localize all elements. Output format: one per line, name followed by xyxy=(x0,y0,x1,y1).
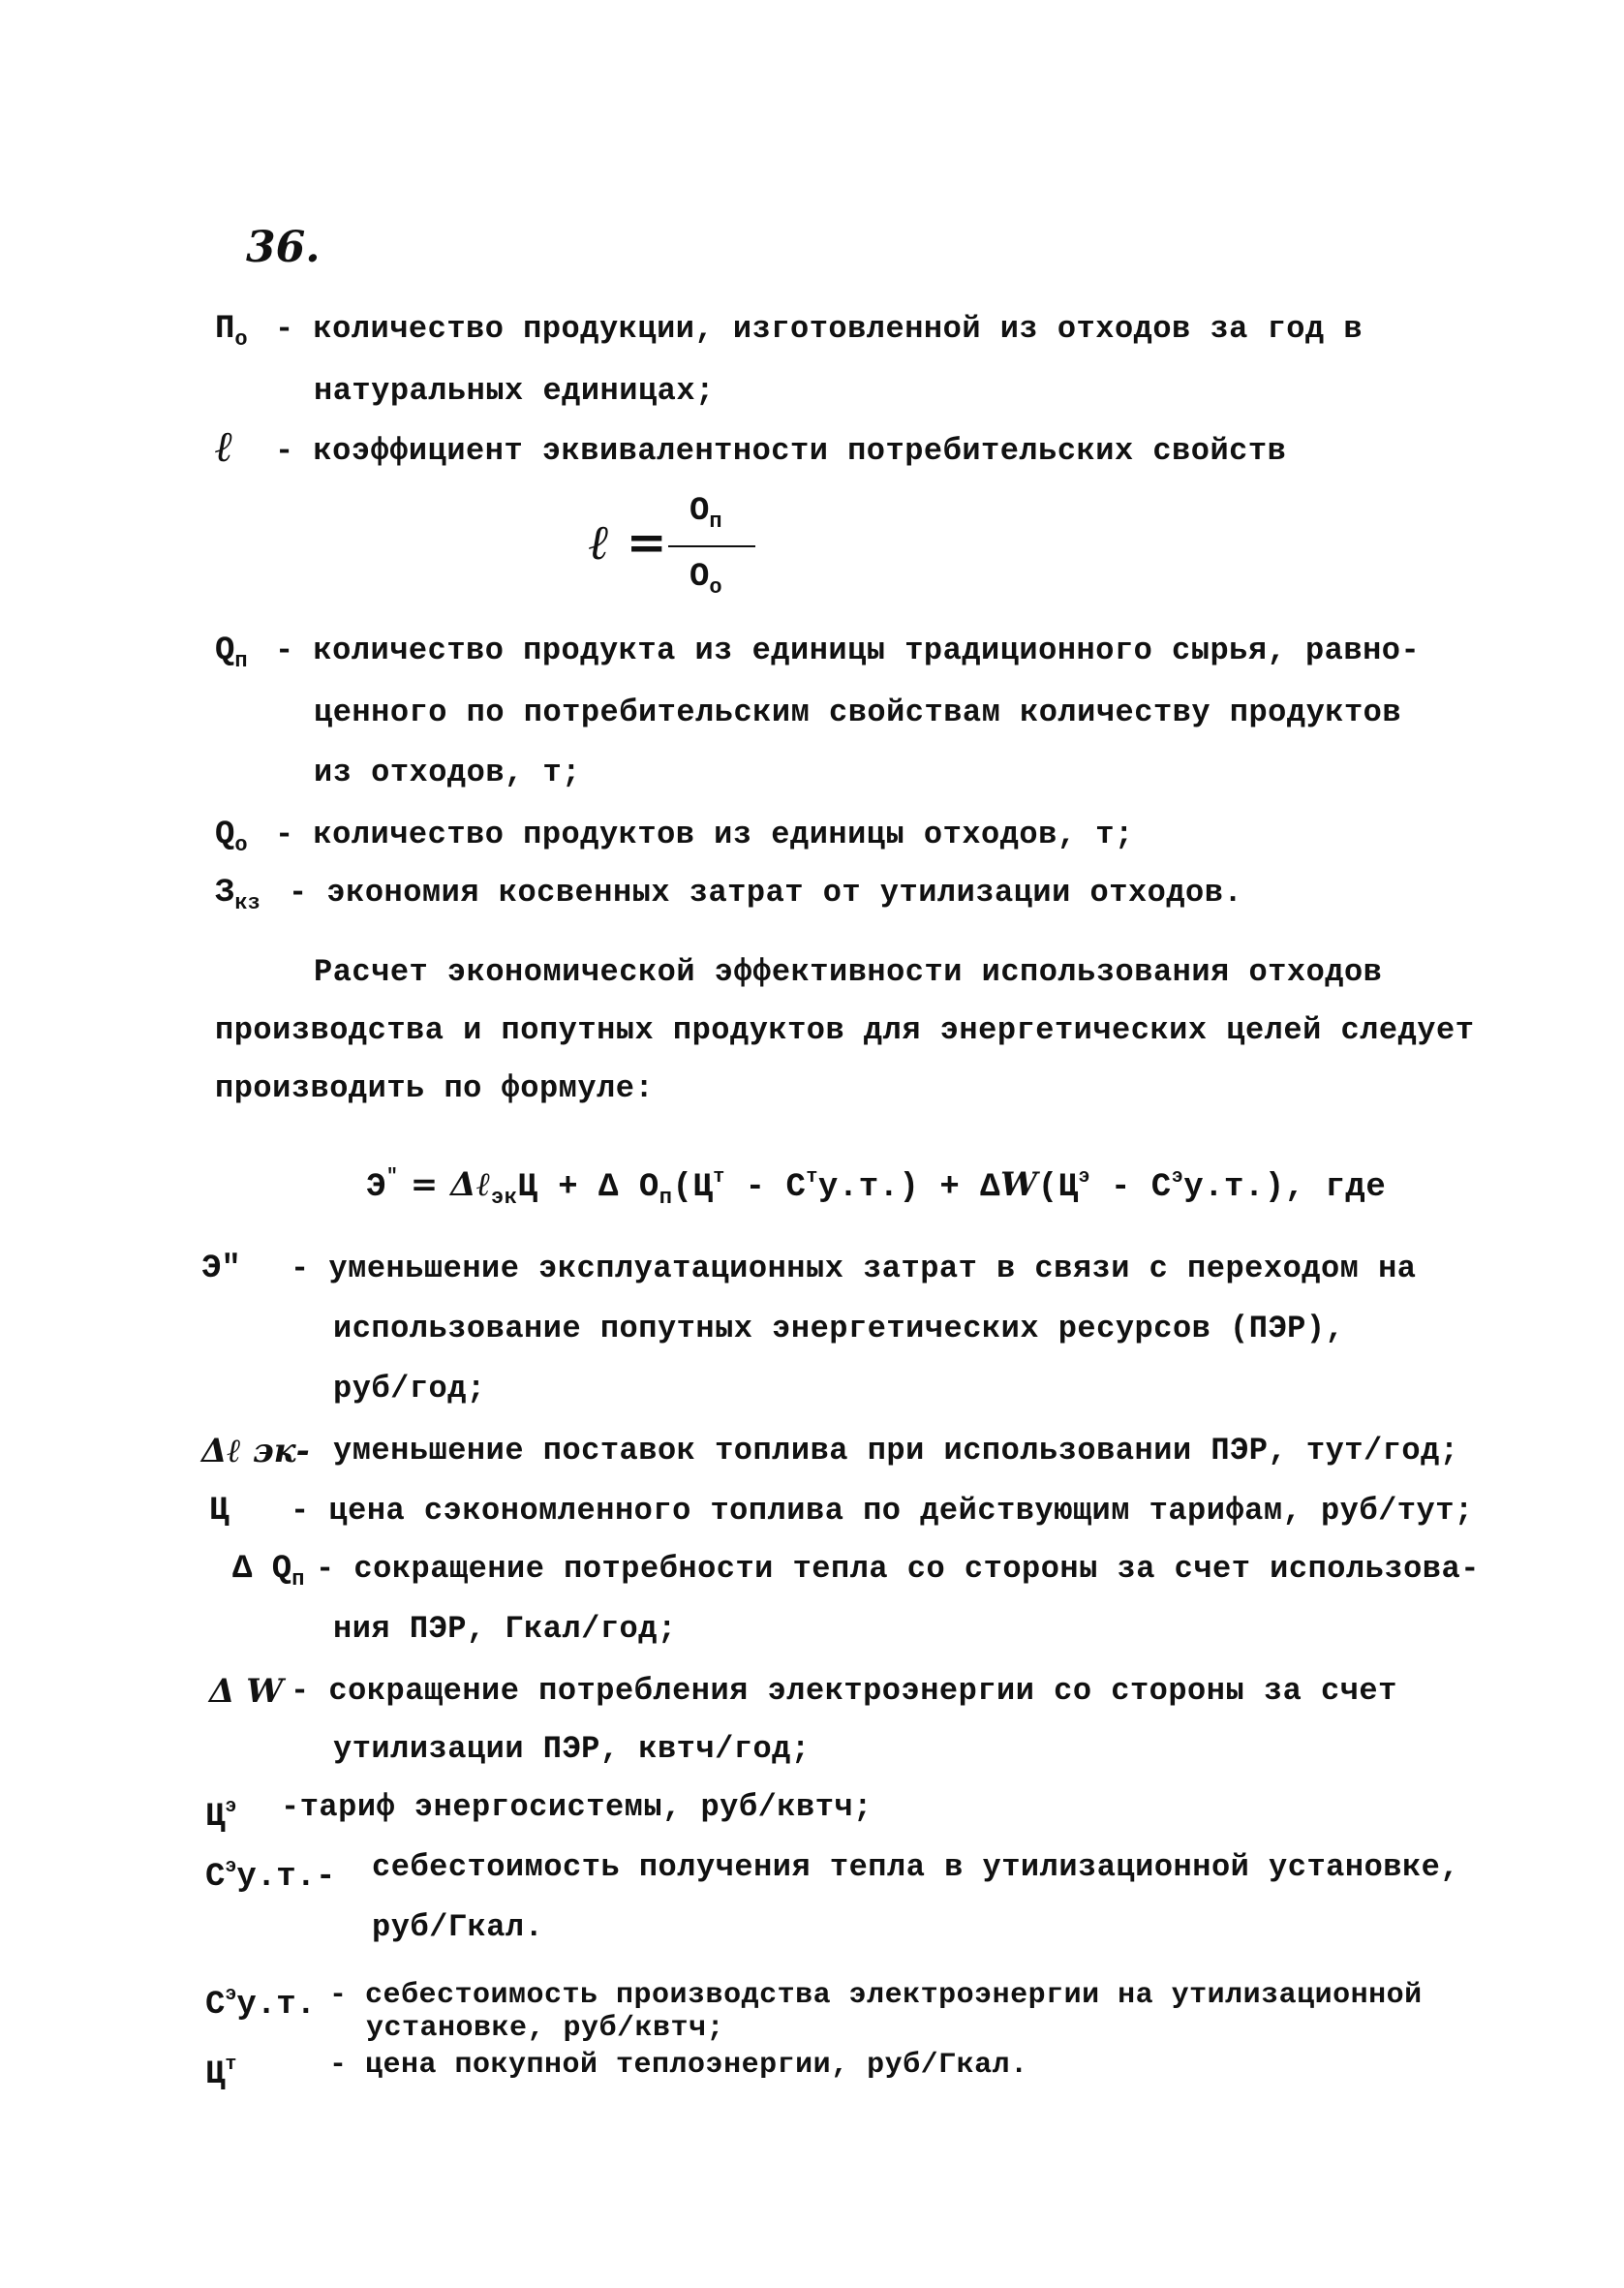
def-dW-cont: утилизации ПЭР, квтч/год; xyxy=(333,1731,811,1767)
def-dQ-p-cont: ния ПЭР, Гкал/год; xyxy=(333,1611,677,1647)
def-E-cont2: руб/год; xyxy=(333,1371,486,1407)
symbol-dl-ek: Δℓ эк- xyxy=(201,1432,310,1470)
def-E-cont: использование попутных энергетических ресурсов (ПЭР), xyxy=(333,1311,1345,1346)
symbol-dW: Δ W xyxy=(209,1672,284,1711)
def-dW: - сокращение потребления электроэнергии со стороны за счет xyxy=(291,1673,1397,1709)
def-cost-heat-cont: руб/Гкал. xyxy=(372,1909,544,1945)
paragraph-line-2: производства и попутных продуктов для энергетических целей следует xyxy=(215,1012,1475,1048)
def-cost-electricity: - себестоимость производства электроэнергии на утилизационной xyxy=(329,1979,1423,2012)
symbol-P-o: $П_о$ xyxy=(215,311,248,352)
def-Q-p-cont2: из отходов, т; xyxy=(314,755,581,790)
symbol-C-price: Ц xyxy=(209,1493,230,1530)
def-dl-ek: уменьшение поставок топлива при использовании ПЭР, тут/год; xyxy=(333,1433,1459,1469)
def-cost-electricity-cont: установке, руб/квтч; xyxy=(366,2012,725,2045)
def-P-o-cont: натуральных единицах; xyxy=(314,373,715,409)
def-l: - коэффициент эквивалентности потребительских свойств xyxy=(275,433,1287,469)
symbol-Q-p: $Q_п$ xyxy=(215,633,248,673)
formula-l-denominator: $O_о$ xyxy=(689,559,722,600)
formula-l-numerator: $O_п$ xyxy=(689,493,722,534)
symbol-Q-o: $Q_о$ xyxy=(215,817,248,857)
symbol-cost-heat: $C^эу.т.-$ xyxy=(205,1856,336,1896)
def-Z-kz: - экономия косвенных затрат от утилизации отходов. xyxy=(289,875,1243,911)
def-P-o: - количество продукции, изготовленной из отходов за год в xyxy=(275,311,1364,347)
def-C-price: - цена сэкономленного топлива по действующим тарифам, руб/тут; xyxy=(291,1493,1474,1529)
def-Q-p: - количество продукта из единицы традиционного сырья, равно- xyxy=(275,633,1421,668)
symbol-cost-electricity: $C^эу.т$. xyxy=(205,1984,317,2024)
def-C-e: -тариф энергосистемы, руб/квтч; xyxy=(281,1789,873,1825)
symbol-l: ℓ xyxy=(215,422,233,472)
paragraph-line-1: Расчет экономической эффективности использования отходов xyxy=(314,954,1383,990)
formula-l-lhs: ℓ = xyxy=(589,513,667,571)
symbol-C-t: $Ц^т$ xyxy=(205,2054,237,2093)
page-number: 36. xyxy=(246,223,321,272)
def-Q-o: - количество продуктов из единицы отходов, т; xyxy=(275,817,1134,852)
def-cost-heat: себестоимость получения тепла в утилизационной установке, xyxy=(372,1849,1460,1885)
symbol-Z-kz: $З_{кз}$ xyxy=(215,875,260,915)
def-E: - уменьшение эксплуатационных затрат в связи с переходом на xyxy=(291,1251,1417,1286)
fraction-line xyxy=(668,545,755,547)
formula-main: Э" = Δℓ$_{эк}$Ц + Δ $O_п(Ц^т - C^ту.т.) + \Delta W(Ц^э - C^эу.т.)$, где xyxy=(366,1165,1387,1210)
def-C-t: - цена покупной теплоэнергии, руб/Гкал. xyxy=(329,2049,1028,2082)
def-dQ-p: - сокращение потребности тепла со стороны за счет использова- xyxy=(316,1551,1480,1587)
symbol-dQ-p: Δ $Q_п$ xyxy=(232,1551,305,1592)
symbol-E: Э" xyxy=(201,1251,241,1287)
paragraph-line-3: производить по формуле: xyxy=(215,1070,655,1106)
def-Q-p-cont: ценного по потребительским свойствам количеству продуктов xyxy=(314,695,1402,730)
symbol-C-e: $Ц^э$ xyxy=(205,1796,237,1836)
